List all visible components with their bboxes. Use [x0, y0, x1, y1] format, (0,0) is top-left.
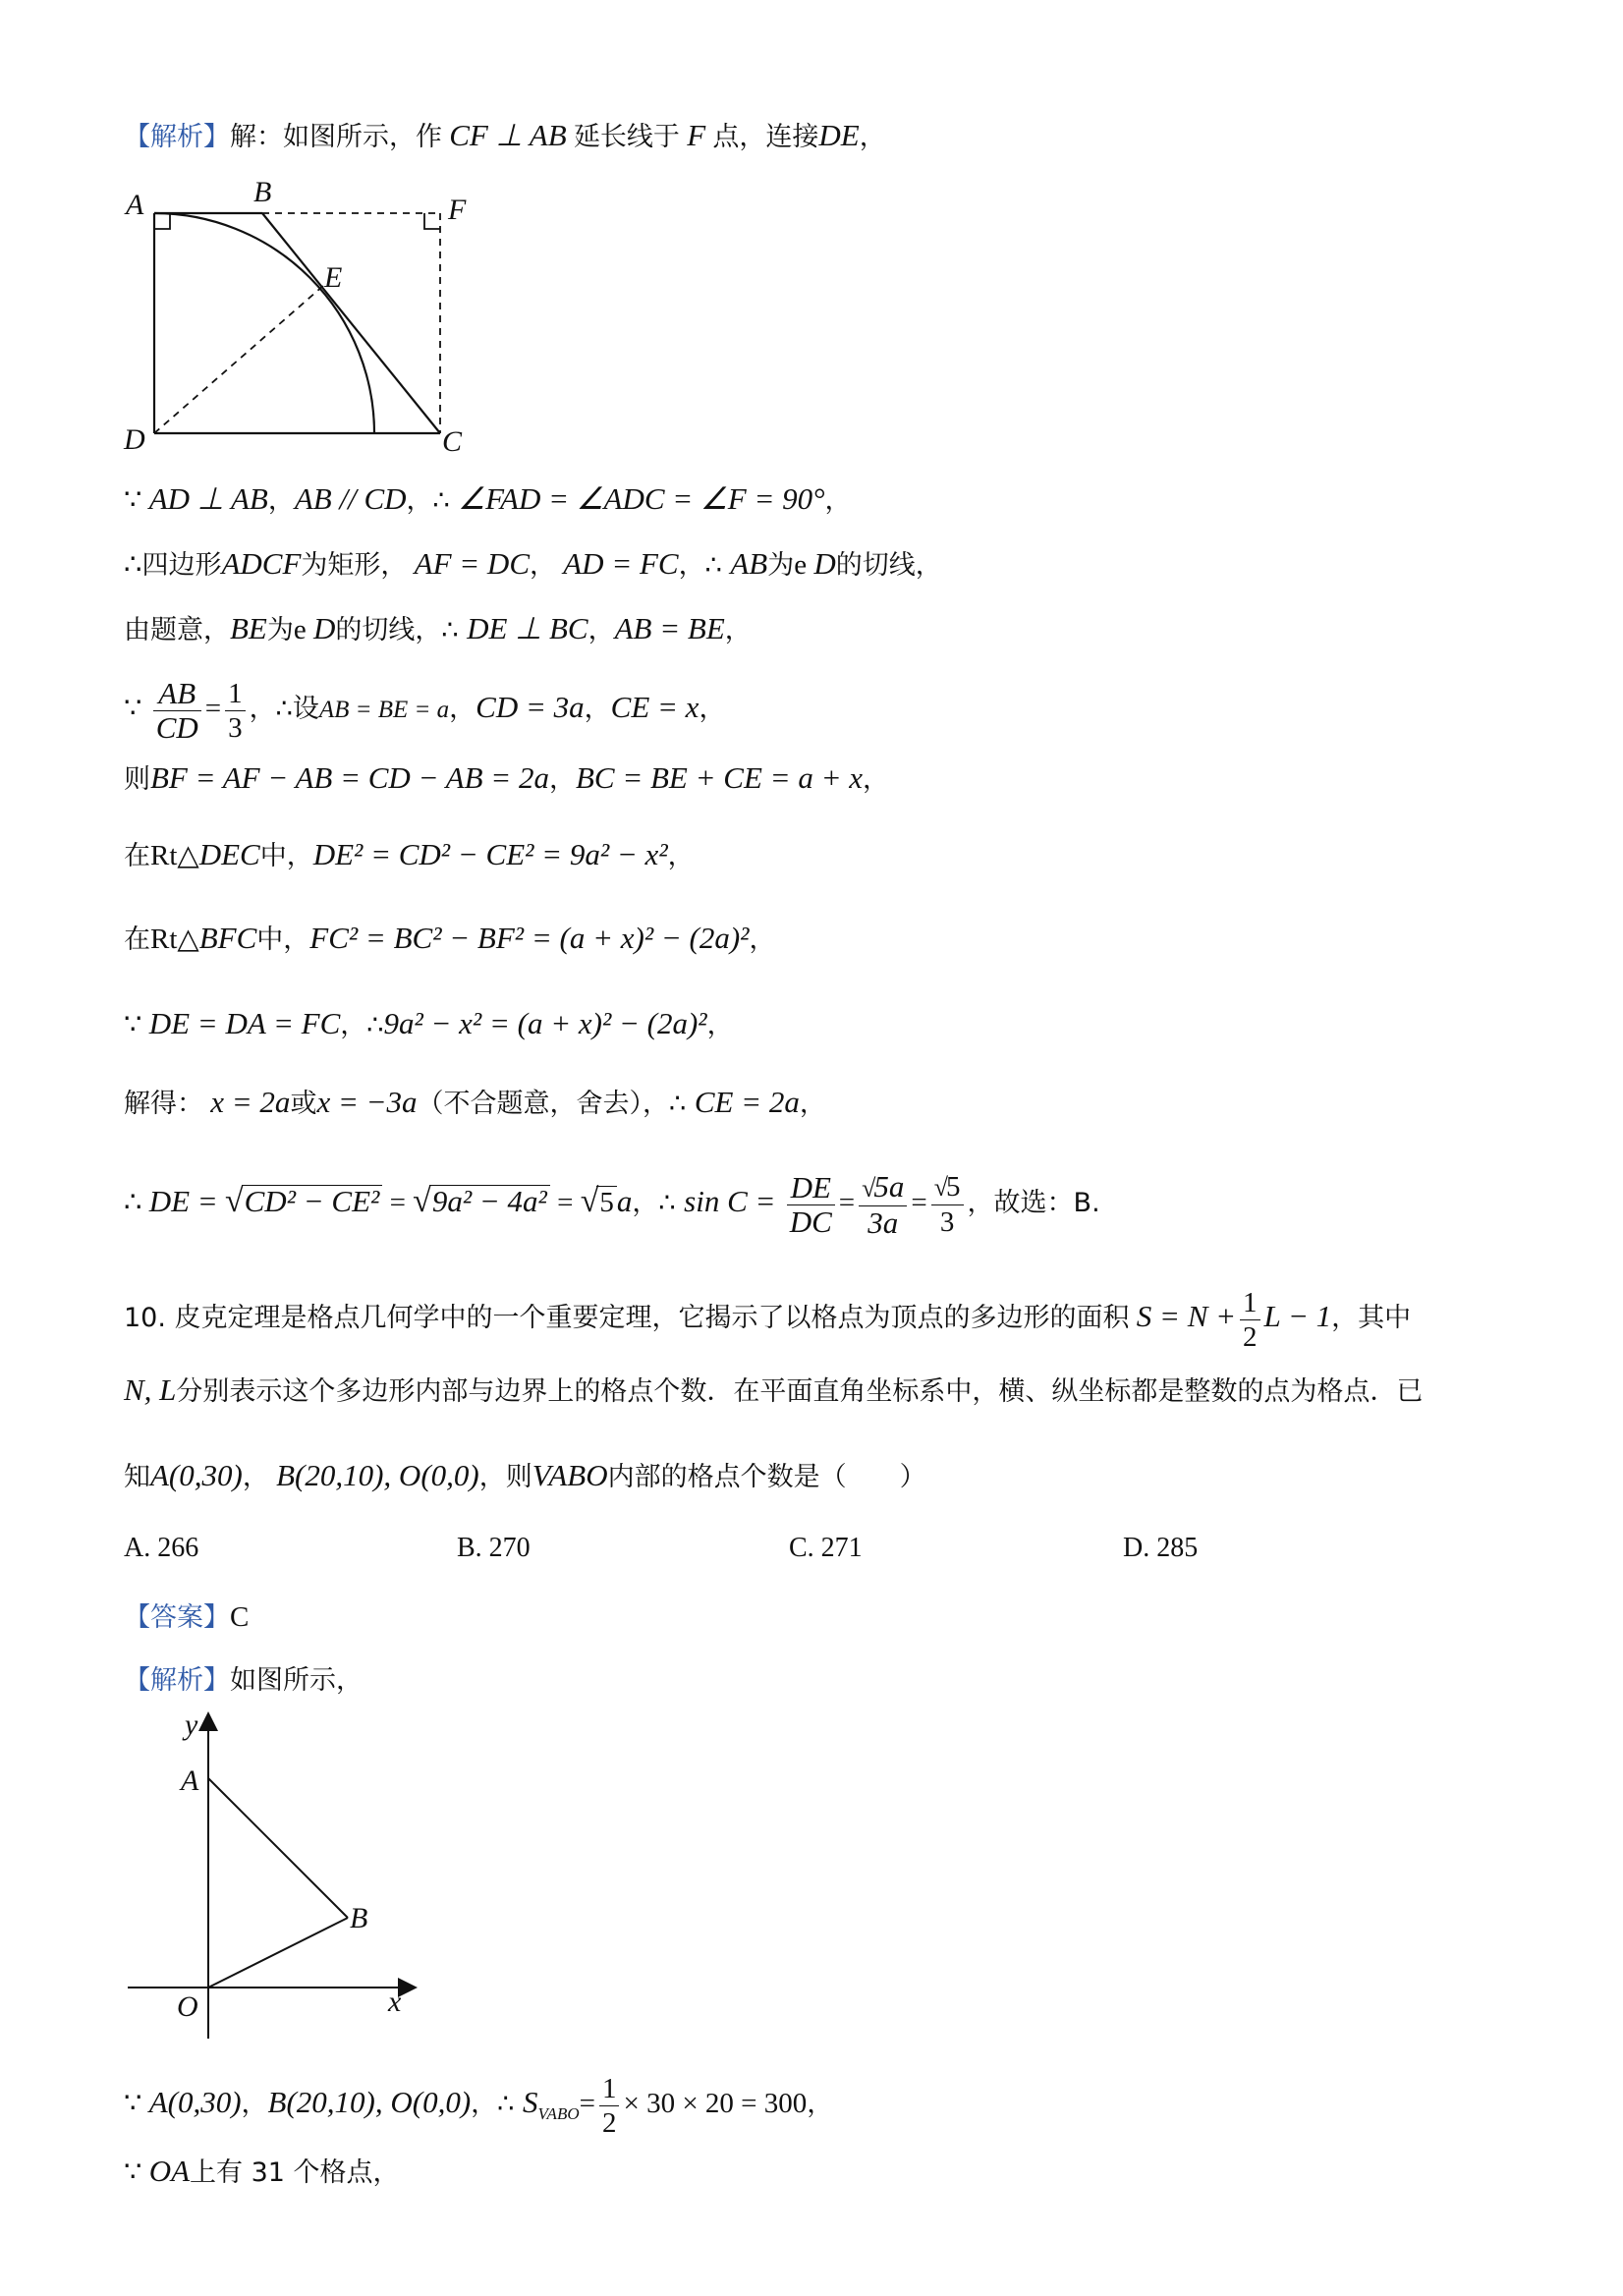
fraction: $\frac{√5a}{3a}$	[859, 1170, 907, 1240]
proof-line-12: ∵ OA上有 31 个格点，	[124, 2154, 400, 2188]
math: ∠FAD = ∠ADC = ∠F = 90°	[458, 481, 825, 516]
option-c[interactable]: C. 271	[789, 1533, 863, 1563]
math: ADCF	[221, 546, 302, 581]
math: DE ⊥ BC	[467, 611, 588, 645]
numerator: 5	[946, 1171, 961, 1204]
denominator: 3a	[867, 1204, 899, 1240]
text: 四边形	[141, 550, 222, 581]
math: VABO	[532, 1458, 608, 1492]
circle-symbol: e	[794, 549, 808, 581]
denominator: 2	[1243, 1320, 1258, 1353]
math: D	[813, 546, 836, 581]
radicand: 5	[596, 1186, 617, 1218]
option-a[interactable]: A. 266	[124, 1533, 199, 1563]
label-o: O	[177, 1990, 198, 2023]
text: 内部的格点个数是（ ）	[607, 1462, 926, 1492]
numerator: 1	[225, 677, 246, 711]
math: × 30 × 20 = 300	[623, 2088, 808, 2119]
option-b[interactable]: B. 270	[457, 1533, 531, 1563]
math: OA	[148, 2154, 191, 2188]
text: （不合题意，舍去），	[417, 1089, 670, 1119]
proof-line-1: ∵ AD ⊥ AB，AB // CD，∴ ∠FAD = ∠ADC = ∠F = 90°，	[124, 481, 852, 516]
math: 9a² − x² = (a + x)² − (2a)²	[383, 1006, 707, 1040]
math: AB = BE = a	[318, 697, 450, 723]
math: BE	[230, 611, 267, 645]
option-d[interactable]: D. 285	[1123, 1533, 1199, 1563]
fraction-ab-cd	[153, 677, 201, 745]
math: A(0,30)	[148, 2085, 242, 2119]
equals: =	[204, 693, 222, 724]
comma: ，	[859, 122, 886, 152]
intro-text: 解：如图所示，作	[230, 122, 442, 152]
connect-text: 点，连接	[712, 122, 819, 152]
proof-line-10: ∴ DE = √CD² − CE² = √9a² − 4a² = √5a，∴ sin C = $\frac{DE}{DC}$ = $\frac{√5a}{3a}$ = $\frac{√5}{3}$ ，故选：B.	[124, 1168, 1100, 1240]
question-10-line-3: 知A(0,30)， B(20,10), O(0,0)，则VABO内部的格点个数是（ ）	[124, 1458, 926, 1492]
text: 知	[124, 1462, 150, 1492]
fraction: $\frac{√5}{3}$	[931, 1170, 964, 1239]
label-a: A	[126, 189, 144, 221]
analysis-tag: 【解析】	[124, 122, 230, 152]
math: x = −3a	[316, 1085, 418, 1119]
ext-text: 延长线于	[573, 122, 680, 152]
math: CE = 2a	[694, 1085, 800, 1119]
proof-line-3: 由题意，BE为e D的切线，∴ DE ⊥ BC，AB = BE，	[124, 611, 752, 645]
numerator: AB	[153, 677, 201, 711]
axis-label-y: y	[185, 1709, 198, 1741]
answer-line	[124, 1597, 249, 1638]
math: DE =	[148, 1184, 218, 1218]
figure-coordinate-triangle	[118, 1709, 432, 2044]
answer-value: C	[230, 1601, 250, 1633]
math: A(0,30)	[150, 1458, 243, 1492]
question-text: 10. 皮克定理是格点几何学中的一个重要定理，它揭示了以格点为顶点的多边形的面积	[124, 1303, 1130, 1333]
math: CE = x	[610, 690, 700, 724]
question-10-line-1	[124, 1277, 1411, 1358]
math: BC = BE + CE = a + x	[575, 760, 864, 795]
text: 在	[124, 924, 150, 955]
text: 或	[290, 1089, 317, 1119]
text: 上有 31 个格点，	[190, 2157, 400, 2188]
math: N, L	[124, 1372, 177, 1407]
proof-line-4: ∵ $\frac{AB}{CD}$ = $\frac{1}{3}$ ，∴设AB = BE = a，CD = 3a，CE = x，	[124, 675, 726, 745]
text: ，其中	[1331, 1303, 1412, 1333]
text: 故选：B.	[993, 1188, 1100, 1218]
denominator: 3	[228, 711, 243, 744]
proof-line-5: 则BF = AF − AB = CD − AB = 2a，BC = BE + CE = a + x，	[124, 760, 890, 795]
math: AF = DC	[414, 546, 530, 581]
text: 为矩形，	[301, 550, 408, 581]
proof-line-11: ∵ A(0,30)，B(20,10), O(0,0)，∴ $S_{VABO}=$ $\frac{1}{2}$ × 30 × 20 = 300，	[124, 2072, 834, 2139]
fraction	[787, 1171, 835, 1239]
numerator: 1	[1240, 1286, 1260, 1320]
label-f: F	[448, 194, 467, 226]
label-c: C	[442, 425, 463, 458]
denominator: 2	[601, 2106, 617, 2139]
text: 则	[124, 764, 150, 795]
radicand: 9a² − 4a²	[429, 1185, 550, 1217]
proof-line-9: 解得： x = 2a或x = −3a（不合题意，舍去），∴ CE = 2a，	[124, 1085, 826, 1119]
text: 为	[767, 550, 795, 581]
subscript: VABO	[537, 2103, 580, 2123]
math: CD = 3a	[476, 690, 585, 724]
math: BFC	[198, 921, 257, 955]
math: a	[616, 1184, 633, 1218]
label-e: E	[324, 261, 343, 294]
math-cf-perp-ab: CF ⊥ AB	[449, 118, 567, 152]
proof-line-6: 在Rt△DEC中，DE² = CD² − CE² = 9a² − x²，	[124, 837, 695, 871]
figure-square-arc	[118, 182, 511, 476]
numerator: 1	[599, 2072, 620, 2106]
math: FC² = BC² − BF² = (a + x)² − (2a)²	[309, 921, 750, 955]
math: D	[313, 611, 336, 645]
text: 中，	[259, 841, 313, 871]
math: AB = BE	[614, 611, 725, 645]
text: 为	[266, 615, 294, 645]
denominator: CD	[155, 709, 198, 745]
equals: =	[579, 2088, 595, 2119]
axis-label-x: x	[388, 1986, 402, 2018]
numerator: DE	[787, 1171, 835, 1205]
fraction-half	[599, 2072, 620, 2140]
radicand: CD² − CE²	[242, 1185, 383, 1217]
circle-symbol: e	[293, 614, 307, 645]
text: 在	[124, 841, 150, 871]
math: L − 1	[1263, 1299, 1332, 1333]
label-b: B	[253, 182, 272, 208]
text: 的切线，	[335, 615, 442, 645]
proof-line-8: ∵ DE = DA = FC，∴9a² − x² = (a + x)² − (2a)²，	[124, 1006, 734, 1040]
analysis-2-line	[124, 1660, 363, 1701]
numerator: 5a	[873, 1168, 905, 1204]
math: DEC	[198, 837, 260, 871]
math: S = N +	[1136, 1299, 1237, 1333]
text: ，则	[478, 1462, 532, 1492]
question-text: 分别表示这个多边形内部与边界上的格点个数．在平面直角坐标系中，横、纵坐标都是整数的点为格点．已	[176, 1376, 1424, 1407]
math: AB // CD	[294, 481, 407, 516]
text: 设	[292, 694, 319, 724]
denominator: 3	[939, 1206, 955, 1239]
proof-line-7: 在Rt△BFC中，FC² = BC² − BF² = (a + x)² − (2a)²，	[124, 921, 776, 955]
denominator: DC	[789, 1204, 832, 1239]
solution-intro-line	[124, 116, 886, 157]
math-f: F	[687, 118, 706, 152]
text: 的切线，	[835, 550, 942, 581]
math: B(20,10), O(0,0)	[276, 1458, 479, 1492]
math: DE² = CD² − CE² = 9a² − x²	[312, 837, 668, 871]
text: 由题意，	[124, 615, 230, 645]
fraction-half	[1240, 1286, 1260, 1354]
math: sin C =	[684, 1184, 776, 1218]
math: BF = AF − AB = CD − AB = 2a	[150, 760, 549, 795]
label-a: A	[181, 1764, 199, 1797]
analysis-tag: 【解析】	[124, 1665, 230, 1696]
math: S	[522, 2085, 538, 2119]
math-de: DE	[818, 118, 860, 152]
answer-tag: 【答案】	[124, 1602, 230, 1633]
math: B(20,10), O(0,0)	[267, 2085, 472, 2119]
question-10-line-2	[124, 1371, 1423, 1412]
text: 如图所示，	[230, 1665, 363, 1696]
fraction-one-third	[225, 677, 246, 745]
proof-line-2: ∴四边形ADCF为矩形， AF = DC， AD = FC，∴ AB为e D的切线，	[124, 546, 942, 581]
math: Rt△	[150, 924, 199, 955]
math: x = 2a	[210, 1085, 291, 1119]
label-b: B	[350, 1902, 368, 1934]
math: AD = FC	[563, 546, 679, 581]
text: 解得：	[124, 1089, 203, 1119]
math: Rt△	[150, 840, 199, 871]
label-d: D	[124, 423, 145, 456]
text: 中，	[256, 924, 310, 955]
math: AB	[730, 546, 768, 581]
math: AD ⊥ AB	[148, 481, 268, 516]
math: DE = DA = FC	[148, 1006, 341, 1040]
